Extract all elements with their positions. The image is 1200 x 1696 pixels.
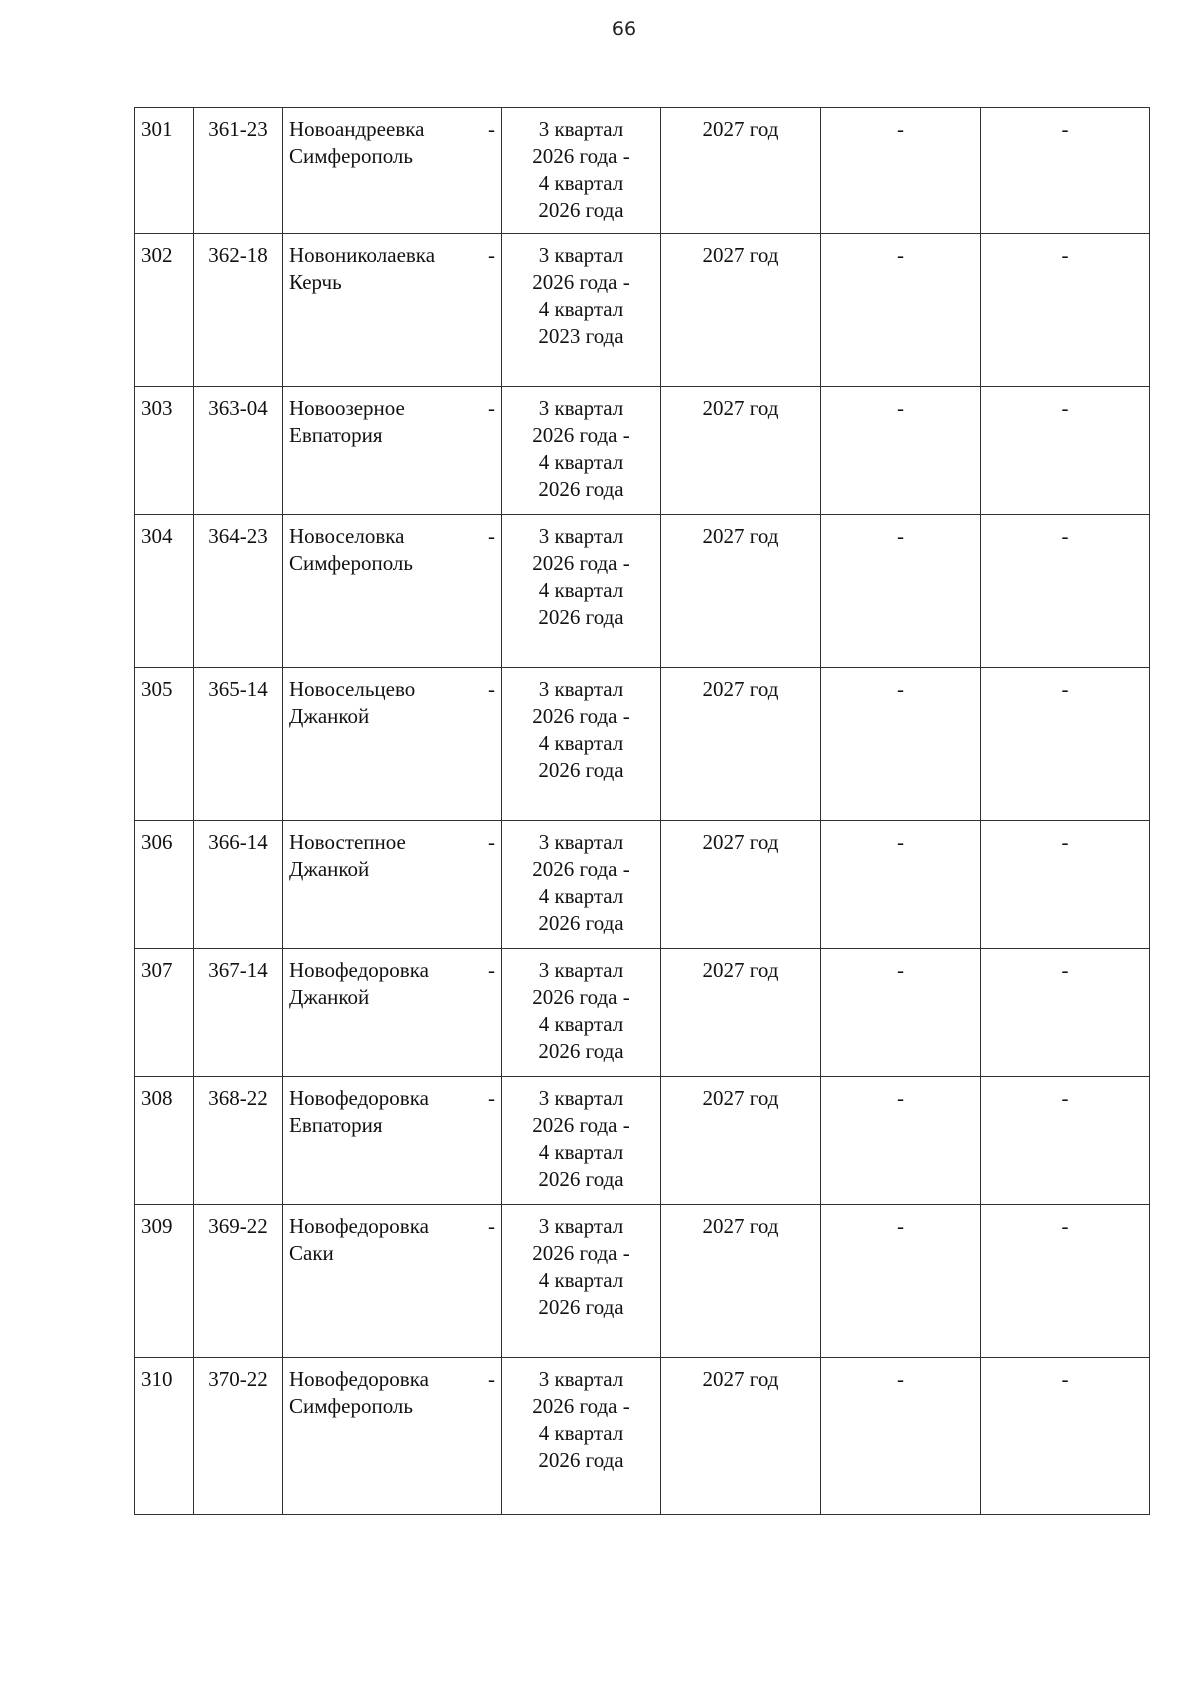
route-code: 367-14 [194, 949, 283, 1077]
route-from: Новофедоровка [289, 958, 429, 982]
route-separator: - [488, 396, 495, 420]
empty-value: - [821, 387, 981, 515]
route-name [283, 1358, 502, 1515]
route-name [283, 387, 502, 515]
period-end-quarter: 4 квартал [538, 731, 624, 755]
empty-value: - [821, 234, 981, 387]
route-to: Евпатория [289, 1113, 383, 1137]
period [502, 821, 661, 949]
period-end-quarter: 4 квартал [538, 884, 624, 908]
route-separator: - [488, 1086, 495, 1110]
route-from: Новосельцево [289, 677, 416, 701]
period-start-year: 2026 года - [532, 1394, 630, 1418]
period-start-quarter: 3 квартал [538, 396, 624, 420]
year: 2027 год [661, 515, 821, 668]
row-number: 309 [135, 1205, 194, 1358]
row-number: 307 [135, 949, 194, 1077]
period-start-quarter: 3 квартал [538, 1086, 624, 1110]
period-end-year: 2026 года [538, 758, 624, 782]
route-code: 368-22 [194, 1077, 283, 1205]
route-from: Новоселовка [289, 524, 405, 548]
period [502, 108, 661, 234]
route-code: 366-14 [194, 821, 283, 949]
route-code: 365-14 [194, 668, 283, 821]
period-end-quarter: 4 квартал [538, 1268, 624, 1292]
route-to: Симферополь [289, 551, 413, 575]
row-number: 305 [135, 668, 194, 821]
route-name [283, 234, 502, 387]
period-start-quarter: 3 квартал [538, 1367, 624, 1391]
empty-value: - [981, 949, 1150, 1077]
period-end-quarter: 4 квартал [538, 1140, 624, 1164]
empty-value: - [821, 108, 981, 234]
row-number: 302 [135, 234, 194, 387]
period-end-quarter: 4 квартал [538, 297, 624, 321]
year: 2027 год [661, 821, 821, 949]
route-name [283, 821, 502, 949]
table-row [135, 108, 1150, 234]
period-start-year: 2026 года - [532, 144, 630, 168]
route-separator: - [488, 117, 495, 141]
route-separator: - [488, 677, 495, 701]
period-end-year: 2026 года [538, 605, 624, 629]
empty-value: - [981, 668, 1150, 821]
period-end-quarter: 4 квартал [538, 1012, 624, 1036]
period [502, 515, 661, 668]
year: 2027 год [661, 1358, 821, 1515]
year: 2027 год [661, 668, 821, 821]
route-to: Евпатория [289, 423, 383, 447]
empty-value: - [981, 1358, 1150, 1515]
period-start-quarter: 3 квартал [538, 830, 624, 854]
period [502, 1358, 661, 1515]
empty-value: - [821, 668, 981, 821]
period-start-quarter: 3 квартал [538, 677, 624, 701]
period-start-quarter: 3 квартал [538, 117, 624, 141]
empty-value: - [981, 387, 1150, 515]
table-row [135, 1205, 1150, 1358]
row-number: 304 [135, 515, 194, 668]
empty-value: - [821, 1205, 981, 1358]
route-to: Джанкой [289, 857, 370, 881]
period-start-quarter: 3 квартал [538, 524, 624, 548]
row-number: 308 [135, 1077, 194, 1205]
route-from: Новофедоровка [289, 1367, 429, 1391]
period [502, 1205, 661, 1358]
period-end-year: 2026 года [538, 1167, 624, 1191]
route-to: Керчь [289, 270, 342, 294]
empty-value: - [821, 1077, 981, 1205]
route-code: 370-22 [194, 1358, 283, 1515]
row-number: 310 [135, 1358, 194, 1515]
route-name [283, 949, 502, 1077]
empty-value: - [981, 515, 1150, 668]
route-from: Новониколаевка [289, 243, 436, 267]
period-end-year: 2026 года [538, 198, 624, 222]
period-start-year: 2026 года - [532, 551, 630, 575]
period-end-quarter: 4 квартал [538, 450, 624, 474]
route-name [283, 668, 502, 821]
route-code: 362-18 [194, 234, 283, 387]
period-end-year: 2026 года [538, 1295, 624, 1319]
empty-value: - [821, 515, 981, 668]
empty-value: - [981, 1077, 1150, 1205]
period-start-year: 2026 года - [532, 270, 630, 294]
route-to: Саки [289, 1241, 334, 1265]
table-row [135, 1358, 1150, 1515]
period-end-year: 2026 года [538, 477, 624, 501]
period-end-year: 2026 года [538, 1039, 624, 1063]
route-separator: - [488, 243, 495, 267]
table-row [135, 387, 1150, 515]
period-start-year: 2026 года - [532, 1241, 630, 1265]
route-name [283, 515, 502, 668]
year: 2027 год [661, 387, 821, 515]
table-row [135, 515, 1150, 668]
year: 2027 год [661, 1205, 821, 1358]
route-from: Новофедоровка [289, 1086, 429, 1110]
routes-table [134, 107, 1150, 1515]
route-separator: - [488, 1214, 495, 1238]
period-start-year: 2026 года - [532, 1113, 630, 1137]
table-body [135, 108, 1150, 1515]
route-from: Новоандреевка [289, 117, 425, 141]
empty-value: - [981, 234, 1150, 387]
route-name [283, 108, 502, 234]
empty-value: - [981, 1205, 1150, 1358]
empty-value: - [821, 821, 981, 949]
year: 2027 год [661, 949, 821, 1077]
period-start-year: 2026 года - [532, 423, 630, 447]
route-from: Новофедоровка [289, 1214, 429, 1238]
period-start-year: 2026 года - [532, 985, 630, 1009]
route-name [283, 1077, 502, 1205]
route-code: 369-22 [194, 1205, 283, 1358]
route-separator: - [488, 830, 495, 854]
year: 2027 год [661, 234, 821, 387]
period-start-year: 2026 года - [532, 704, 630, 728]
empty-value: - [981, 821, 1150, 949]
route-to: Симферополь [289, 1394, 413, 1418]
route-code: 364-23 [194, 515, 283, 668]
table-row [135, 949, 1150, 1077]
year: 2027 год [661, 1077, 821, 1205]
period-end-year: 2026 года [538, 1448, 624, 1472]
table-row [135, 668, 1150, 821]
period-end-quarter: 4 квартал [538, 171, 624, 195]
table-row [135, 821, 1150, 949]
period [502, 949, 661, 1077]
route-name [283, 1205, 502, 1358]
route-to: Джанкой [289, 985, 370, 1009]
period [502, 387, 661, 515]
route-separator: - [488, 958, 495, 982]
route-code: 361-23 [194, 108, 283, 234]
period [502, 668, 661, 821]
empty-value: - [821, 1358, 981, 1515]
period-end-quarter: 4 квартал [538, 578, 624, 602]
period-start-year: 2026 года - [532, 857, 630, 881]
route-from: Новоозерное [289, 396, 405, 420]
row-number: 303 [135, 387, 194, 515]
route-separator: - [488, 524, 495, 548]
period-start-quarter: 3 квартал [538, 1214, 624, 1238]
period-end-quarter: 4 квартал [538, 1421, 624, 1445]
period-end-year: 2023 года [538, 324, 624, 348]
route-to: Джанкой [289, 704, 370, 728]
row-number: 306 [135, 821, 194, 949]
row-number: 301 [135, 108, 194, 234]
period [502, 1077, 661, 1205]
empty-value: - [981, 108, 1150, 234]
route-from: Новостепное [289, 830, 406, 854]
route-code: 363-04 [194, 387, 283, 515]
period [502, 234, 661, 387]
table-row [135, 234, 1150, 387]
period-start-quarter: 3 квартал [538, 243, 624, 267]
page-number: 66 [611, 18, 637, 40]
empty-value: - [821, 949, 981, 1077]
year: 2027 год [661, 108, 821, 234]
period-end-year: 2026 года [538, 911, 624, 935]
route-to: Симферополь [289, 144, 413, 168]
period-start-quarter: 3 квартал [538, 958, 624, 982]
table-row [135, 1077, 1150, 1205]
route-separator: - [488, 1367, 495, 1391]
